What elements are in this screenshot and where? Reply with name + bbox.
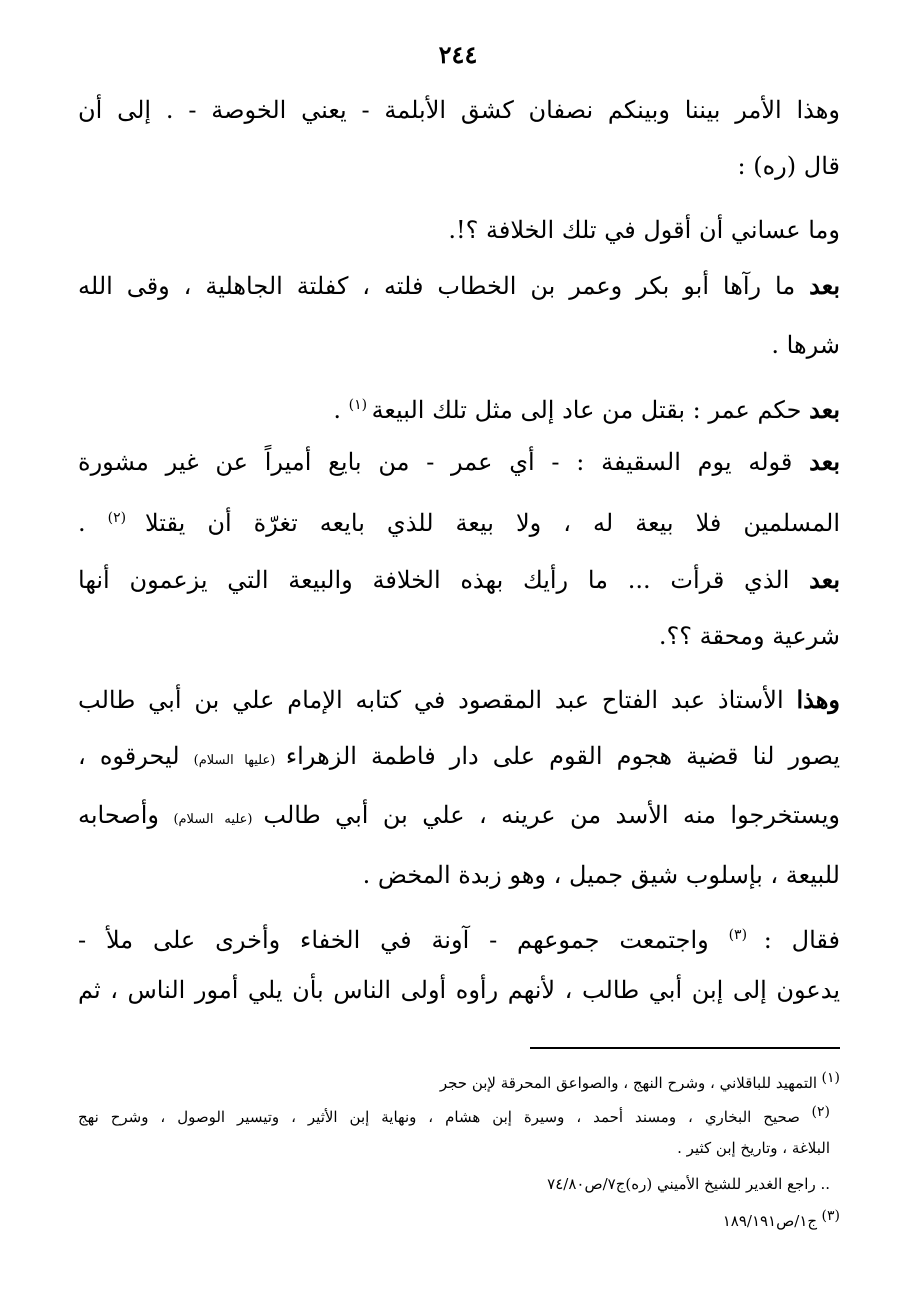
honorific: (عليه السلام) — [173, 812, 264, 827]
text-line — [78, 444, 840, 480]
text-line — [78, 500, 840, 541]
line-text: فقال : — [763, 926, 840, 954]
bold-lead-word: بعد — [809, 271, 840, 300]
footnote-text: صحيح البخاري ، ومسند أحمد ، وسيرة إبن هشام ، ونهاية إبن الأثير ، وتيسير الوصول ، وشرح نهج — [78, 1108, 800, 1126]
text-line: للبيعة ، بإسلوب شيق جميل ، وهو زبدة المخض . — [362, 861, 840, 889]
line-text: ليحرقوه ، — [78, 742, 194, 770]
text-line — [78, 268, 840, 304]
text-line — [78, 917, 840, 958]
line-text: الأستاذ عبد الفتاح عبد المقصود في كتابه الإمام علي بن أبي طالب — [78, 686, 797, 714]
footnote-marker: (١) — [817, 1070, 840, 1086]
text-line: يدعون إلى إبن أبي طالب ، لأنهم رأوه أولى الناس بأن يلي أمور الناس ، ثم — [78, 976, 841, 1004]
footnote — [78, 1066, 840, 1095]
footnote-text: ج١/ص١٨٩/١٩١ — [722, 1212, 818, 1230]
text-line — [78, 682, 840, 718]
line-text: ويستخرجوا منه الأسد من عرينه ، علي بن أبي طالب — [263, 801, 840, 829]
line-text: وأصحابه — [78, 801, 174, 829]
line-text: . — [333, 396, 349, 424]
footnote-divider — [530, 1047, 840, 1049]
footnote-marker: (١) — [348, 397, 372, 413]
footnote-marker: (٢) — [799, 1104, 830, 1120]
footnote-marker: (٣) — [817, 1208, 840, 1224]
honorific: (عليها السلام) — [193, 753, 286, 768]
footnote-text: التمهيد للباقلاني ، وشرح النهج ، والصواعق المحرقة لإبن حجر — [439, 1074, 818, 1092]
line-text: واجتمعت جموعهم - آونة في الخفاء وأخرى على ملأ - — [78, 926, 729, 954]
text-line: شرها . — [771, 331, 840, 359]
footnote-text: .. راجع الغدير للشيخ الأميني (ره)ج٧/ص٧٤/٨٠ — [547, 1175, 830, 1193]
text-line — [78, 562, 840, 598]
footnote — [78, 1100, 830, 1129]
line-text: قوله يوم السقيفة : - أي عمر - من بايع أميراً عن غير مشورة — [78, 448, 810, 476]
line-text: المسلمين فلا بيعة له ، ولا بيعة للذي بايعه تغرّة أن يقتلا — [144, 509, 840, 537]
text-line: وما عساني أن أقول في تلك الخلافة ؟!. — [448, 216, 840, 244]
footnote-marker: (٣) — [728, 927, 764, 943]
line-text: حكم عمر : بقتل من عاد إلى مثل تلك البيعة — [371, 396, 810, 424]
bold-lead-word: بعد — [809, 565, 840, 594]
text-line: قال (ره) : — [737, 152, 840, 180]
footnote-text: البلاغة ، وتاريخ إبن كثير . — [677, 1139, 830, 1157]
text-line — [78, 797, 840, 838]
text-line — [78, 387, 840, 428]
bold-lead-word: بعد — [809, 447, 840, 476]
text-line: وهذا الأمر بيننا وبينكم نصفان كشق الأبلمة - يعني الخوصة - . إلى أن — [78, 96, 840, 124]
footnote — [78, 1172, 830, 1196]
line-text: الذي قرأت ... ما رأيك بهذه الخلافة والبيعة التي يزعمون أنها — [78, 566, 810, 594]
footnote-marker: (٢) — [107, 510, 145, 526]
text-line: شرعية ومحقة ؟؟. — [658, 622, 840, 650]
bold-lead-word: وهذا — [796, 685, 840, 714]
bold-lead-word: بعد — [809, 395, 840, 424]
page-number: ٢٤٤ — [438, 40, 478, 69]
footnote — [78, 1204, 840, 1233]
line-text: ما رآها أبو بكر وعمر بن الخطاب فلته ، كفلتة الجاهلية ، وقى الله — [78, 272, 810, 300]
text-line — [78, 738, 840, 779]
footnote — [78, 1136, 830, 1160]
line-text: يصور لنا قضية هجوم القوم على دار فاطمة الزهراء — [285, 742, 840, 770]
line-text: . — [78, 509, 108, 537]
